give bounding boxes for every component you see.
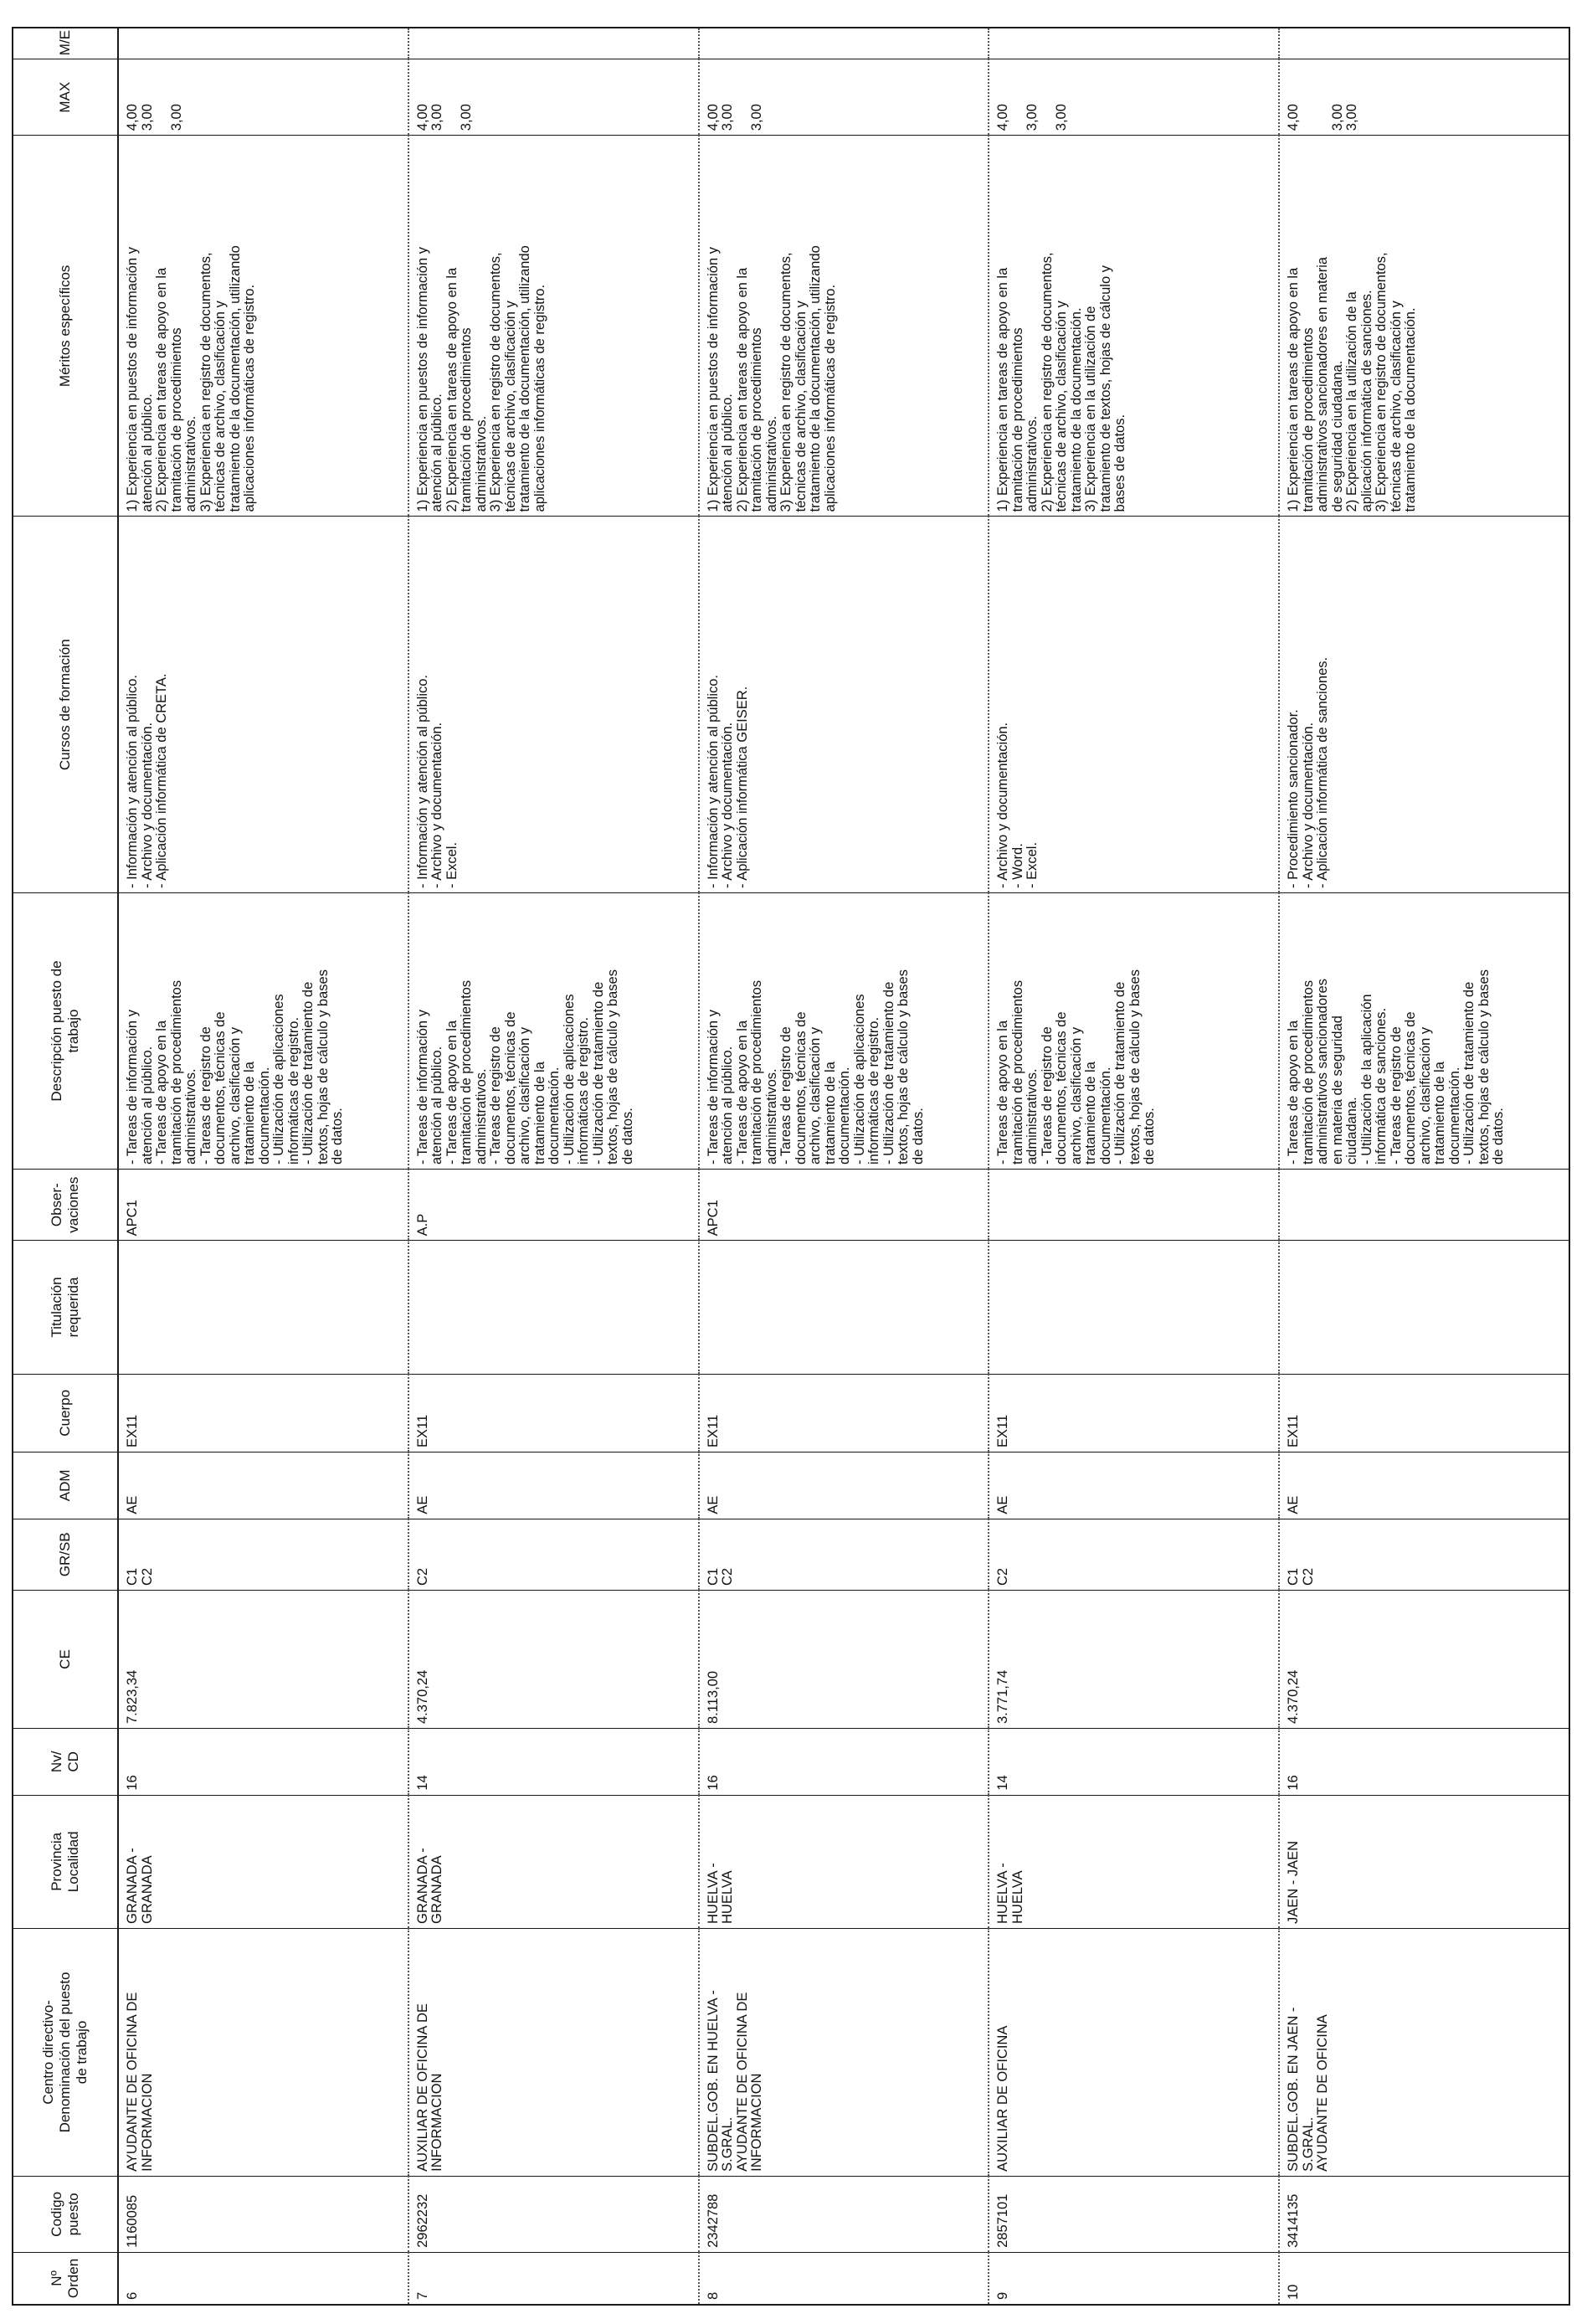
max-value (445, 64, 460, 131)
cell-me (118, 28, 408, 59)
cell-descripcion: - Tareas de apoyo en la tramitación de procedimientos administrativos sancionadores en materia de seguridad ciudadana. - Utilización de la aplicación informática de sanciones. - Tareas de registro de documentos, técnicas de archivo, clasificación y tratamiento de la documentación. - Utilización de tratamiento de textos, hojas de cálculo y bases de datos. (1279, 892, 1569, 1169)
max-value: 4,00 (995, 104, 1011, 131)
max-value: 3,00 (720, 104, 736, 131)
header-me: M/E (13, 28, 118, 59)
cell-nivel: 14 (989, 1729, 1279, 1796)
max-value: 3,00 (429, 104, 445, 131)
cell-grsb: C2 (989, 1519, 1279, 1590)
cell-ce: 4.370,24 (1279, 1590, 1569, 1728)
cell-nivel: 16 (699, 1729, 989, 1796)
cell-cuerpo: EX11 (989, 1374, 1279, 1452)
cell-cuerpo: EX11 (1279, 1374, 1569, 1452)
cell-nivel: 14 (408, 1729, 699, 1796)
cell-orden: 8 (699, 2252, 989, 2305)
header-grsb: GR/SB (13, 1519, 118, 1590)
cell-observaciones (989, 1170, 1279, 1241)
cell-denominacion: AUXILIAR DE OFICINA DE INFORMACION (414, 2003, 445, 2172)
cell-adm: AE (1279, 1452, 1569, 1519)
cell-denominacion: AYUDANTE DE OFICINA DE INFORMACION (734, 1992, 765, 2172)
header-nivel: Nv/ CD (13, 1729, 118, 1796)
cell-codigo: 1160085 (118, 2176, 408, 2252)
max-value: 4,00 (1286, 104, 1302, 131)
header-ce: CE (13, 1590, 118, 1728)
header-cuerpo: Cuerpo (13, 1374, 118, 1452)
header-observaciones: Obser- vaciones (13, 1170, 118, 1241)
cell-grsb: C1 C2 (1279, 1519, 1569, 1590)
table-row (699, 28, 989, 2305)
cell-adm: AE (989, 1452, 1279, 1519)
cell-meritos: 1) Experiencia en puestos de información y atención al público. 2) Experiencia en tareas de apoyo en la tramitación de procedimientos administrativos. 3) Experiencia en registro de documentos, técnicas de archivo, clasificación y tratamiento de la documentación, utilizando aplicaciones informáticas de registro. (118, 136, 408, 517)
cell-grsb: C1 C2 (699, 1519, 989, 1590)
cell-me (989, 28, 1279, 59)
cell-cuerpo: EX11 (408, 1374, 699, 1452)
table-row (118, 28, 408, 2305)
header-centro: Centro directivo- Denominación del puesto de trabajo (13, 1928, 118, 2176)
cell-grsb: C1 C2 (118, 1519, 408, 1590)
max-value (1011, 64, 1026, 131)
cell-cursos: - Información y atención al público. - Archivo y documentación. - Aplicación informática de CRETA. (118, 517, 408, 893)
cell-unidad: SUBDEL.GOB. EN JAEN - S.GRAL. (1286, 2007, 1316, 2172)
cell-centro (1279, 1928, 1569, 2176)
max-value: 3,00 (1329, 104, 1345, 131)
cell-titulacion (989, 1241, 1279, 1374)
cell-max (989, 59, 1279, 136)
cell-me (408, 28, 699, 59)
cell-provincia: JAEN - JAEN (1279, 1795, 1569, 1928)
max-value (1040, 64, 1055, 131)
cell-denominacion: AYUDANTE DE OFICINA DE INFORMACION (125, 1992, 155, 2172)
cell-provincia: HUELVA - HUELVA (989, 1795, 1279, 1928)
cell-denominacion: AYUDANTE DE OFICINA (1315, 2014, 1331, 2172)
cell-provincia: GRANADA - GRANADA (408, 1795, 699, 1928)
cell-meritos: 1) Experiencia en puestos de información y atención al público. 2) Experiencia en tareas de apoyo en la tramitación de procedimientos administrativos. 3) Experiencia en registro de documentos, técnicas de archivo, clasificación y tratamiento de la documentación, utilizando aplicaciones informáticas de registro. (699, 136, 989, 517)
cell-provincia: HUELVA - HUELVA (699, 1795, 989, 1928)
header-adm: ADM (13, 1452, 118, 1519)
cell-ce: 4.370,24 (408, 1590, 699, 1728)
cell-meritos: 1) Experiencia en puestos de información y atención al público. 2) Experiencia en tareas de apoyo en la tramitación de procedimientos administrativos. 3) Experiencia en registro de documentos, técnicas de archivo, clasificación y tratamiento de la documentación, utilizando aplicaciones informáticas de registro. (408, 136, 699, 517)
cell-centro (118, 1928, 408, 2176)
cell-adm: AE (118, 1452, 408, 1519)
max-value (155, 64, 170, 131)
cell-orden: 10 (1279, 2252, 1569, 2305)
max-value: 3,00 (1344, 104, 1360, 131)
max-value (736, 64, 751, 131)
table-row (408, 28, 699, 2305)
cell-max (118, 59, 408, 136)
cell-denominacion: AUXILIAR DE OFICINA (995, 2025, 1011, 2172)
cell-me (1279, 28, 1569, 59)
cell-nivel: 16 (118, 1729, 408, 1796)
cell-codigo: 2857101 (989, 2176, 1279, 2252)
header-titulacion: Titulación requerida (13, 1241, 118, 1374)
max-value: 4,00 (414, 104, 430, 131)
cell-cursos: - Información y atención al público. - Archivo y documentación. - Aplicación informática GEISER. (699, 517, 989, 893)
max-value: 3,00 (1054, 104, 1070, 131)
cell-cursos: - Archivo y documentación. - Word. - Excel. (989, 517, 1279, 893)
header-row (13, 28, 118, 2305)
max-value (1316, 64, 1331, 131)
cell-orden: 9 (989, 2252, 1279, 2305)
header-descripcion: Descripción puesto de trabajo (13, 892, 118, 1169)
cell-max (1279, 59, 1569, 136)
cell-observaciones: APC1 (118, 1170, 408, 1241)
cell-centro (699, 1928, 989, 2176)
cell-ce: 7.823,34 (118, 1590, 408, 1728)
cell-titulacion (1279, 1241, 1569, 1374)
header-provincia: Provincia Localidad (13, 1795, 118, 1928)
cell-codigo: 2962232 (408, 2176, 699, 2252)
cell-titulacion (699, 1241, 989, 1374)
cell-cuerpo: EX11 (118, 1374, 408, 1452)
max-value: 3,00 (749, 104, 765, 131)
cell-descripcion: - Tareas de información y atención al público. - Tareas de apoyo en la tramitación de procedimientos administrativos. - Tareas de registro de documentos, técnicas de archivo, clasificación y tratamiento de la documentación. - Utilización de aplicaciones informáticas de registro. - Utilización de tratamiento de textos, hojas de cálculo y bases de datos. (118, 892, 408, 1169)
header-codigo: Codigo puesto (13, 2176, 118, 2252)
cell-observaciones: APC1 (699, 1170, 989, 1241)
cell-descripcion: - Tareas de información y atención al público. - Tareas de apoyo en la tramitación de procedimientos administrativos. - Tareas de registro de documentos, técnicas de archivo, clasificación y tratamiento de la documentación. - Utilización de aplicaciones informáticas de registro. - Utilización de tratamiento de textos, hojas de cálculo y bases de datos. (408, 892, 699, 1169)
cell-cursos: - Información y atención al público. - Archivo y documentación. - Excel. (408, 517, 699, 893)
max-value: 4,00 (125, 104, 140, 131)
header-max: MAX (13, 59, 118, 136)
max-value: 3,00 (139, 104, 155, 131)
cell-titulacion (118, 1241, 408, 1374)
cell-ce: 3.771,74 (989, 1590, 1279, 1728)
cell-max (699, 59, 989, 136)
cell-codigo: 3414135 (1279, 2176, 1569, 2252)
header-cursos: Cursos de formación (13, 517, 118, 893)
cell-max (408, 59, 699, 136)
cell-cuerpo: EX11 (699, 1374, 989, 1452)
cell-observaciones: A.P (408, 1170, 699, 1241)
cell-me (699, 28, 989, 59)
cell-cursos: - Procedimiento sancionador. - Archivo y documentación. - Aplicación informática de sanciones. (1279, 517, 1569, 893)
cell-orden: 6 (118, 2252, 408, 2305)
cell-descripcion: - Tareas de información y atención al público. - Tareas de apoyo en la tramitación de procedimientos administrativos. - Tareas de registro de documentos, técnicas de archivo, clasificación y tratamiento de la documentación. - Utilización de aplicaciones informáticas de registro. - Utilización de tratamiento de textos, hojas de cálculo y bases de datos. (699, 892, 989, 1169)
cell-orden: 7 (408, 2252, 699, 2305)
cell-ce: 8.113,00 (699, 1590, 989, 1728)
cell-meritos: 1) Experiencia en tareas de apoyo en la tramitación de procedimientos administrativos. 2) Experiencia en registro de documentos, técnicas de archivo, clasificación y tratamiento de la documentación. 3) Experiencia en la utilización de tratamiento de textos, hojas de cálculo y bases de datos. (989, 136, 1279, 517)
cell-observaciones (1279, 1170, 1569, 1241)
cell-centro (989, 1928, 1279, 2176)
max-value (1302, 64, 1317, 131)
max-value: 3,00 (459, 104, 475, 131)
max-value: 3,00 (1025, 104, 1040, 131)
cell-adm: AE (699, 1452, 989, 1519)
cell-nivel: 16 (1279, 1729, 1569, 1796)
cell-provincia: GRANADA - GRANADA (118, 1795, 408, 1928)
table-row (989, 28, 1279, 2305)
cell-grsb: C2 (408, 1519, 699, 1590)
vacancies-table (12, 27, 1570, 2306)
header-orden: Nº Orden (13, 2252, 118, 2305)
cell-codigo: 2342788 (699, 2176, 989, 2252)
table-row (1279, 28, 1569, 2305)
cell-unidad: SUBDEL.GOB. EN HUELVA - S.GRAL. (705, 1990, 736, 2172)
max-value: 3,00 (168, 104, 184, 131)
header-meritos: Méritos específicos (13, 136, 118, 517)
cell-meritos: 1) Experiencia en tareas de apoyo en la tramitación de procedimientos administrativos sancionadores en materia de seguridad ciudadana. 2) Experiencia en la utilización de la aplicación informática de sanciones. 3) Experiencia en registro de documentos, técnicas de archivo, clasificación y tratamiento de la documentación. (1279, 136, 1569, 517)
cell-adm: AE (408, 1452, 699, 1519)
cell-descripcion: - Tareas de apoyo en la tramitación de procedimientos administrativos. - Tareas de registro de documentos, técnicas de archivo, clasificación y tratamiento de la documentación. - Utilización de tratamiento de textos, hojas de cálculo y bases de datos. (989, 892, 1279, 1169)
cell-titulacion (408, 1241, 699, 1374)
max-value: 4,00 (705, 104, 721, 131)
cell-centro (408, 1928, 699, 2176)
